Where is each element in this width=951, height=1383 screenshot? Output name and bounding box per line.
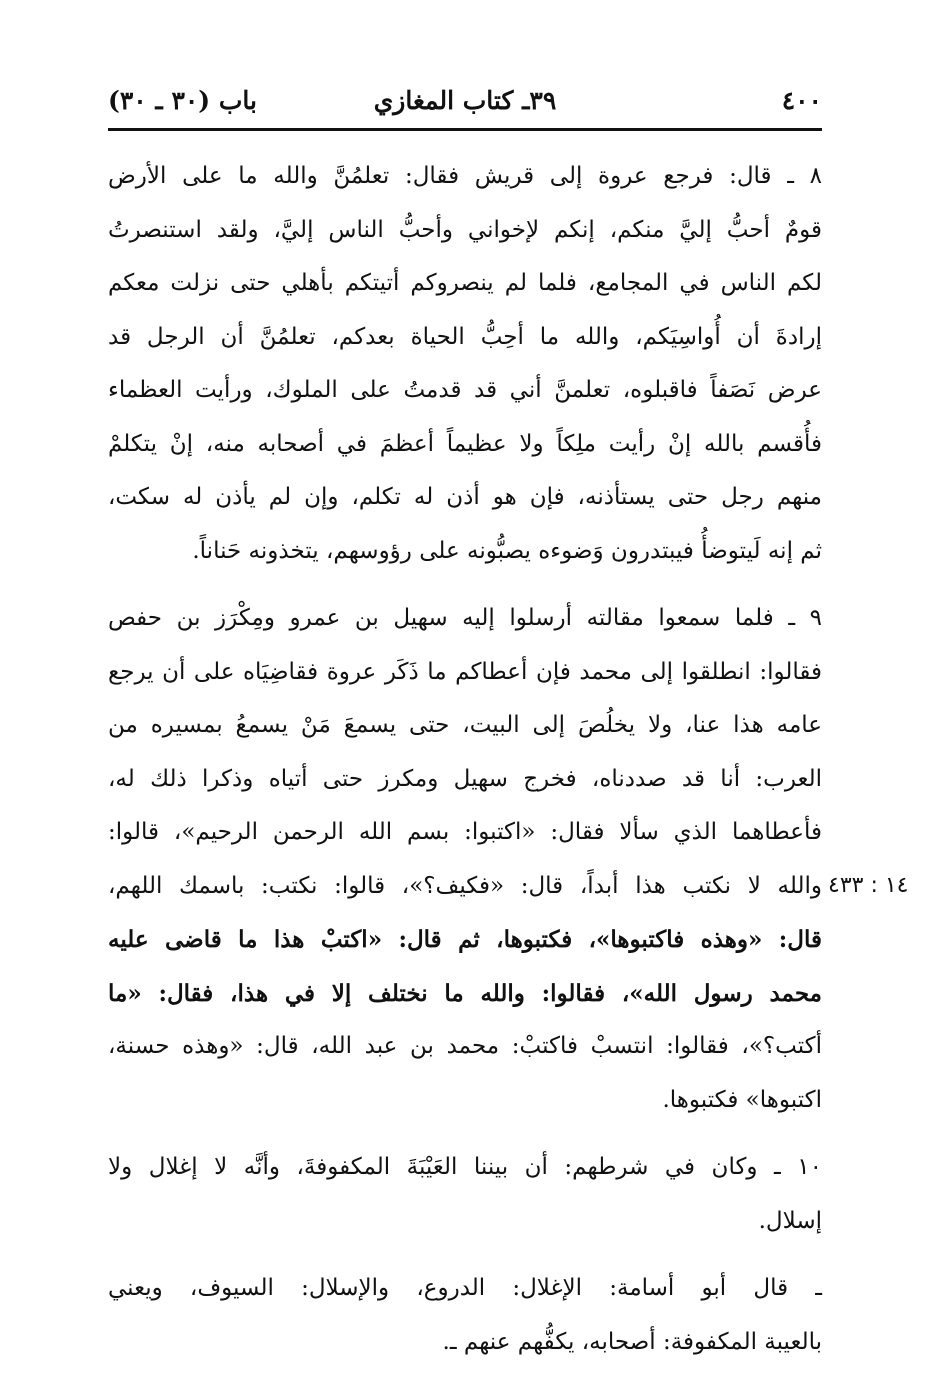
chapter-title: ٣٩ـ كتاب المغازي: [373, 86, 557, 115]
text-line: ٨ ـ قال: فرجع عروة إلى قريش فقال: تعلمُنَّ والله ما على الأرض: [108, 163, 822, 189]
text-line: عامه هذا عنا، ولا يخلُصَ إلى البيت، حتى يسمعَ مَنْ يسمعُ بمسيره من: [108, 712, 822, 738]
paragraph-note: [108, 1262, 822, 1369]
text-line: عرض نَصَفاً فاقبلوه، تعلمنَّ أني قد قدمتُ على الملوك، ورأيت العظماء: [108, 377, 822, 403]
text-line: والله لا نكتب هذا أبداً، قال: «فكيف؟»، قالوا: نكتب: باسمك اللهم،: [108, 872, 822, 899]
text-line: العرب: أنا قد صددناه، فخرج سهيل ومكرز حتى أتياه وذكرا ذلك له،: [108, 765, 822, 792]
text-line: ـ قال أبو أسامة: الإغلال: الدروع، والإسلال: السيوف، ويعني: [108, 1275, 822, 1301]
text-line: ثم إنه لَيتوضأُ فيبتدرون وَضوءه يصبُّونه على رؤوسهم، يتخذونه حَناناً.: [192, 537, 822, 564]
section-range: باب (٣٠ ـ ٣٠): [108, 86, 257, 115]
text-line: بالعيبة المكفوفة: أصحابه، يكفُّهم عنهم ـ.: [442, 1328, 822, 1355]
text-line: ٩ ـ فلما سمعوا مقالته أرسلوا إليه سهيل بن عمرو ومِكْرَز بن حفص: [108, 605, 822, 631]
paragraph-9: [108, 592, 822, 1127]
text-line: فأعطاهما الذي سألا فقال: «اكتبوا: بسم الله الرحمن الرحيم»، قالوا:: [108, 819, 822, 845]
text-line: إرادةَ أن أُواسِيَكم، والله ما أحِبُّ الحياة بعدكم، تعلمُنَّ أن الرجل قد: [108, 323, 822, 350]
header-rule: [108, 128, 822, 131]
page-header: [108, 78, 822, 122]
text-line: منهم رجل حتى يستأذنه، فإن هو أذن له تكلم، وإن لم يأذن له سكت،: [108, 484, 822, 510]
text-line: محمد رسول الله»، فقالوا: والله ما نختلف إلا في هذا، فقال: «ما: [108, 979, 822, 1007]
paragraph-8: [108, 150, 822, 578]
text-line: أكتب؟»، فقالوا: انتسبْ فاكتبْ: محمد بن عبد الله، قال: «وهذه حسنة،: [108, 1033, 822, 1059]
text-line: اكتبوها» فكتبوها.: [662, 1086, 822, 1113]
text-line: قال: «وهذه فاكتبوها»، فكتبوها، ثم قال: «اكتبْ هذا ما قاضى عليه: [108, 926, 822, 953]
text-line: قومٌ أحبُّ إليَّ منكم، إنكم لإخواني وأحبُّ الناس إليَّ، ولقد استنصرتُ: [108, 216, 822, 243]
paragraph-10: [108, 1141, 822, 1248]
page-body: [108, 150, 822, 1383]
text-line: فقالوا: انطلقوا إلى محمد فإن أعطاكم ما ذَكَر عروة فقاضِيَاه على أن يرجع: [108, 658, 822, 685]
text-line: ١٠ ـ وكان في شرطهم: أن بيننا العَيْبَةَ المكفوفةَ، وأنَّه لا إغلال ولا: [108, 1154, 822, 1180]
margin-reference: ١٤ : ٤٣٣: [828, 873, 909, 898]
text-line: فأُقسم بالله إنْ رأيت ملِكاً ولا عظيماً أعظمَ في أصحابه منه، إنْ يتكلمْ: [108, 430, 822, 457]
text-line: إسلال.: [758, 1207, 822, 1234]
page-number: ٤٠٠: [781, 86, 822, 115]
text-line: لكم الناس في المجامع، فلما لم ينصروكم أتيتكم بأهلي حتى نزلت معكم: [108, 270, 822, 296]
